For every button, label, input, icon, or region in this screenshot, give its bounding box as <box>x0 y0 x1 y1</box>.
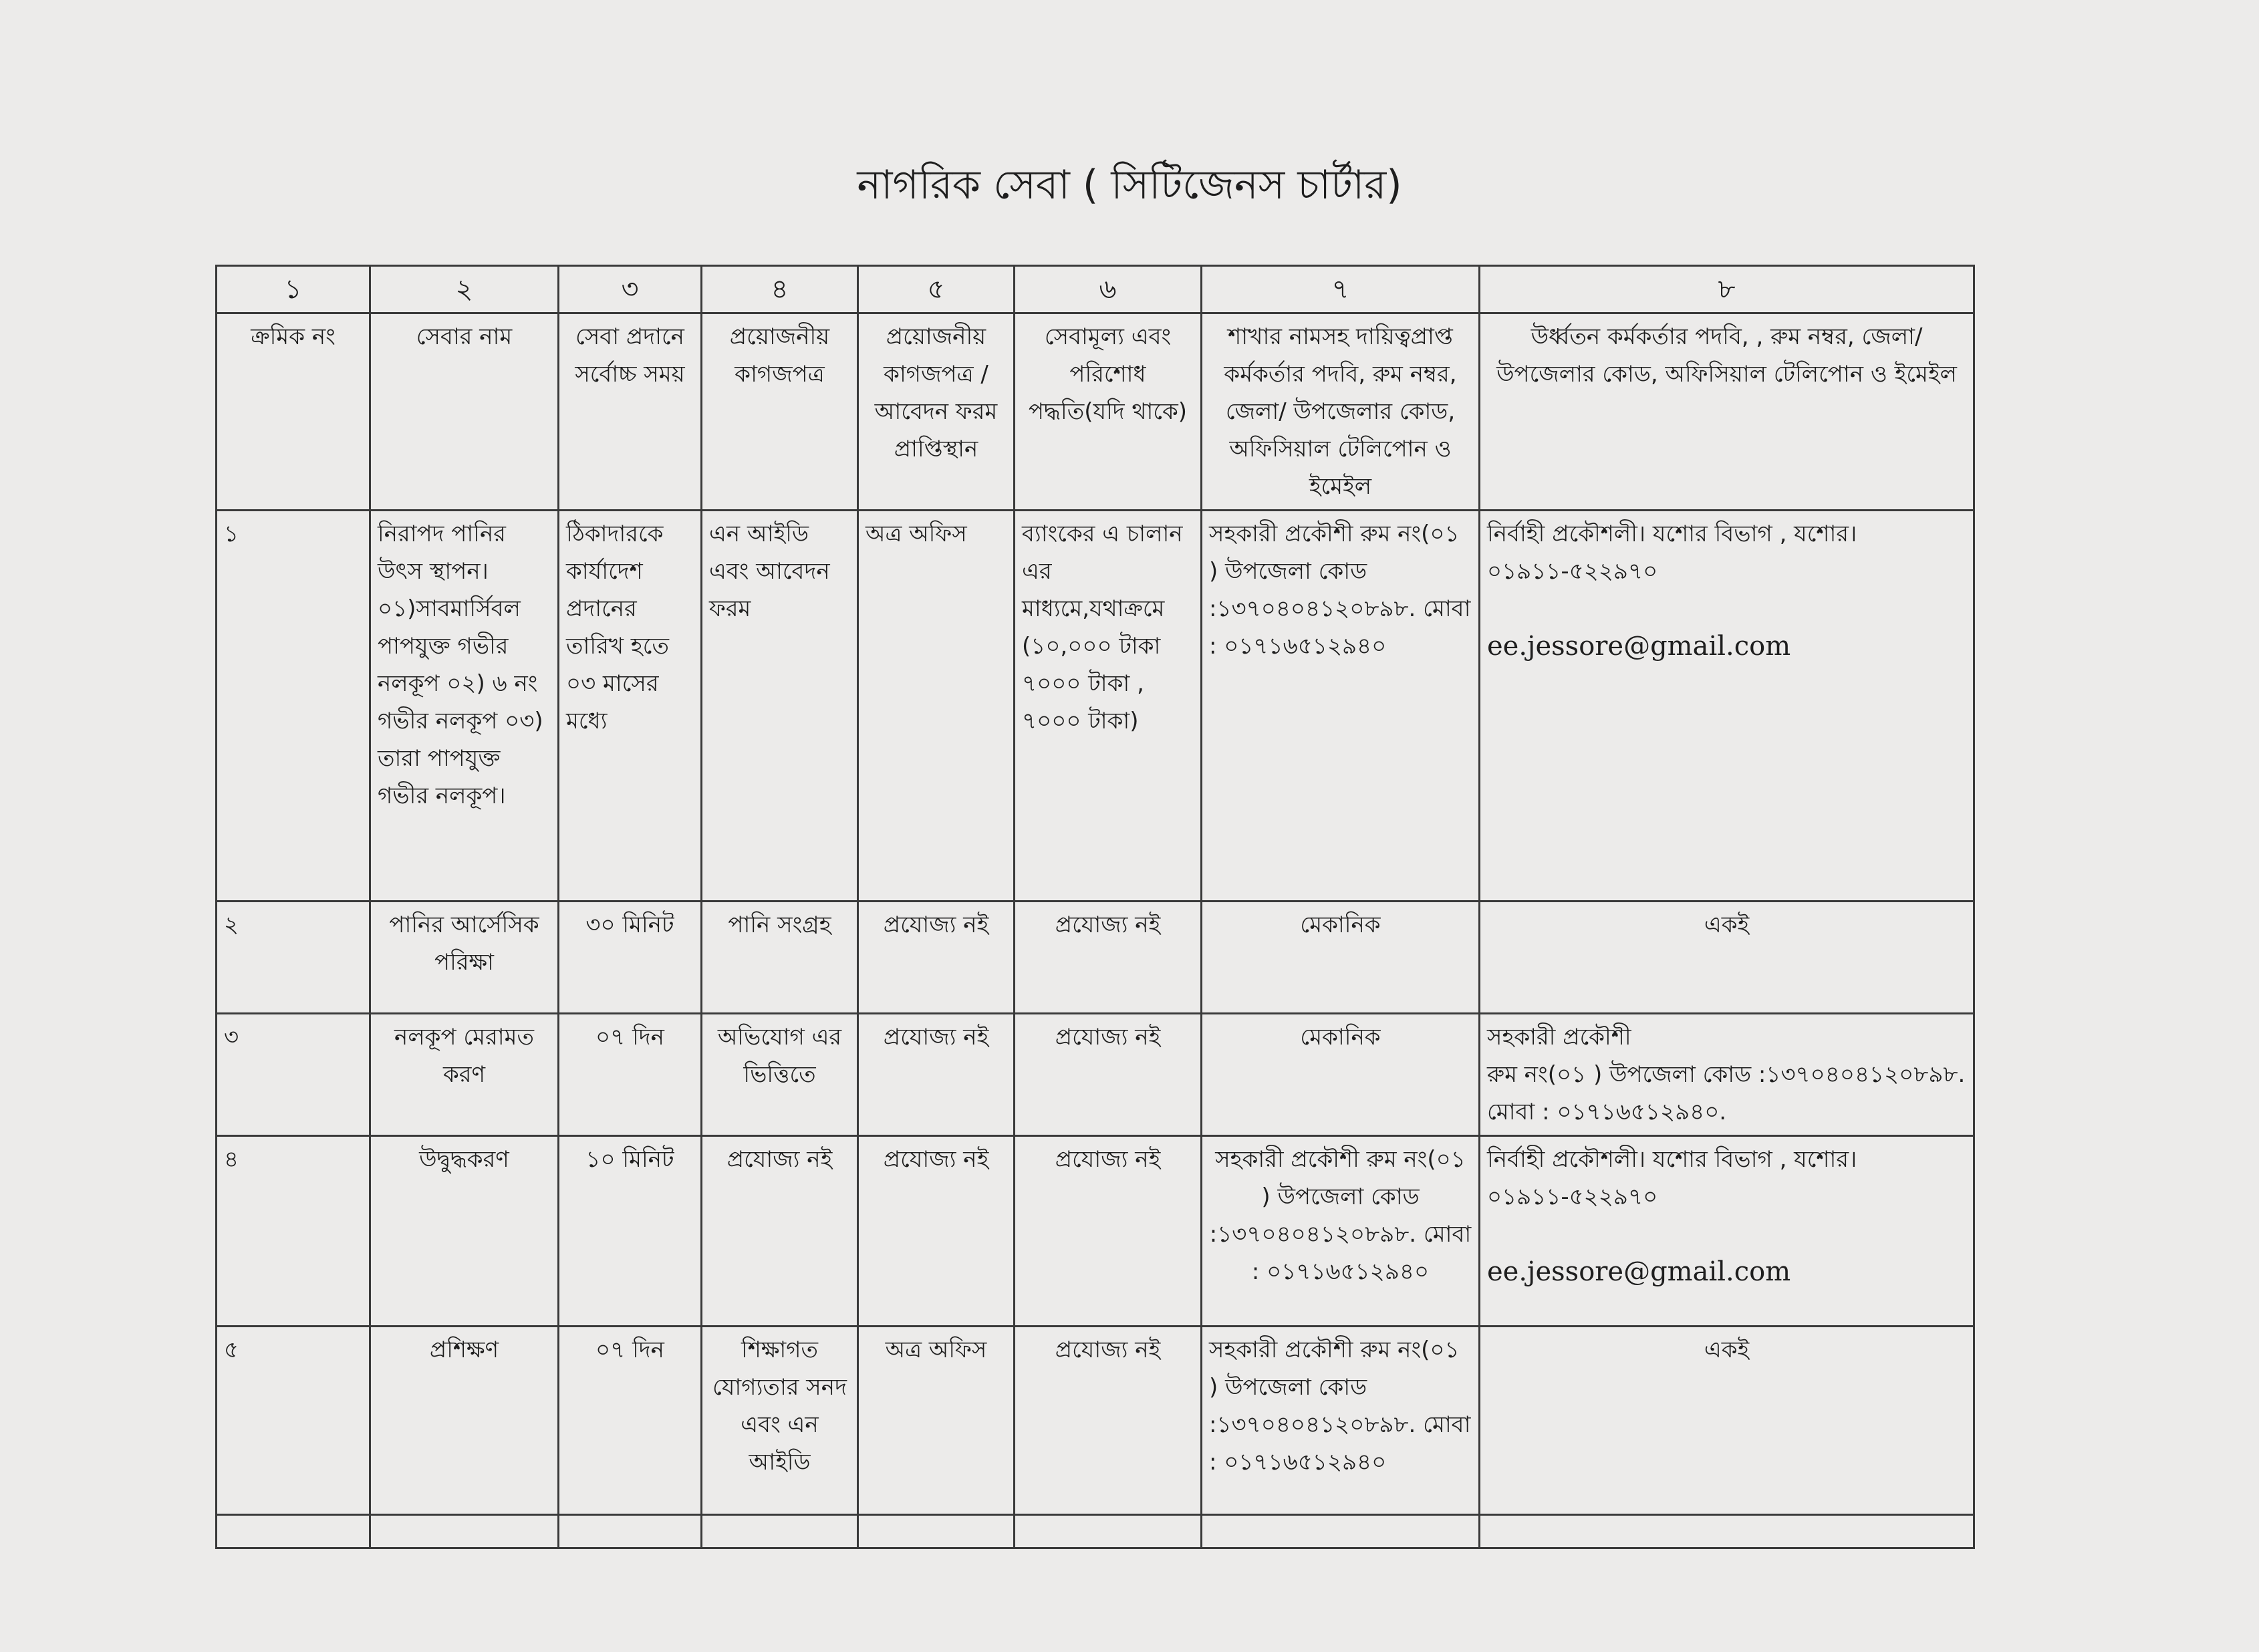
senior-email: ee.jessore@gmail.com <box>1487 631 1791 662</box>
row-serial: ১ <box>217 511 370 902</box>
header-doc-source: প্রয়োজনীয় কাগজপত্র /আবেদন ফরম প্রাপ্তিস্থান <box>858 313 1015 511</box>
column-number: ১ <box>217 266 370 313</box>
row-docs: পানি সংগ্রহ <box>702 902 858 1014</box>
column-number: ৭ <box>1202 266 1480 313</box>
empty-cell <box>559 1515 702 1548</box>
empty-cell <box>702 1515 858 1548</box>
table-row <box>217 1014 1974 1136</box>
column-number: ২ <box>370 266 559 313</box>
header-officer: শাখার নামসহ দায়িত্বপ্রাপ্ত কর্মকর্তার পদবি, রুম নম্বর, জেলা/ উপজেলার কোড, অফিসিয়াল টেলিপোন ও ইমেইল <box>1202 313 1480 511</box>
column-number: ৫ <box>858 266 1015 313</box>
table-row <box>217 511 1974 902</box>
row-senior-officer <box>1480 1014 1974 1136</box>
row-docs: শিক্ষাগত যোগ্যতার সনদ এবং এন আইডি <box>702 1327 858 1515</box>
row-time: ০৭ দিন <box>559 1327 702 1515</box>
senior-phone: ০১৯১১-৫২২৯৭০ <box>1487 558 1658 585</box>
row-source: অত্র অফিস <box>858 1327 1015 1515</box>
senior-phone: ০১৯১১-৫২২৯৭০ <box>1487 1184 1658 1210</box>
column-number: ৩ <box>559 266 702 313</box>
row-time: ১০ মিনিট <box>559 1136 702 1327</box>
row-senior-officer <box>1480 1136 1974 1327</box>
row-time: ঠিকাদারকে কার্যাদেশ প্রদানের তারিখ হতে ০৩ মাসের মধ্যে <box>559 511 702 902</box>
empty-cell <box>1202 1515 1480 1548</box>
row-fee: প্রযোজ্য নই <box>1015 1327 1202 1515</box>
row-docs: এন আইডি এবং আবেদন ফরম <box>702 511 858 902</box>
senior-email: ee.jessore@gmail.com <box>1487 1256 1791 1287</box>
column-number: ৮ <box>1480 266 1974 313</box>
row-time: ৩০ মিনিট <box>559 902 702 1014</box>
senior-details: রুম নং(০১ ) উপজেলা কোড :১৩৭০৪০৪১২০৮৯৮. মোবা : ০১৭১৬৫১২৯৪০. <box>1487 1061 1966 1125</box>
row-fee: ব্যাংকের এ চালান এর মাধ্যমে,যথাক্রমে (১০,০০০ টাকা ৭০০০ টাকা , ৭০০০ টাকা) <box>1015 511 1202 902</box>
column-number: ৬ <box>1015 266 1202 313</box>
row-source: প্রযোজ্য নই <box>858 902 1015 1014</box>
senior-title: নির্বাহী প্রকৌশলী। যশোর বিভাগ , যশোর। <box>1487 1146 1857 1173</box>
row-officer: সহকারী প্রকৌশী রুম নং(০১ ) উপজেলা কোড :১৩৭০৪০৪১২০৮৯৮. মোবা : ০১৭১৬৫১২৯৪০ <box>1202 511 1480 902</box>
row-docs: অভিযোগ এর ভিত্তিতে <box>702 1014 858 1136</box>
row-senior-officer: একই <box>1480 902 1974 1014</box>
row-fee: প্রযোজ্য নই <box>1015 1136 1202 1327</box>
empty-cell <box>1015 1515 1202 1548</box>
row-officer: মেকানিক <box>1202 1014 1480 1136</box>
empty-cell <box>217 1515 370 1548</box>
row-serial: ৫ <box>217 1327 370 1515</box>
row-source: প্রযোজ্য নই <box>858 1136 1015 1327</box>
header-serial: ক্রমিক নং <box>217 313 370 511</box>
row-serial: ৩ <box>217 1014 370 1136</box>
row-senior-officer <box>1480 511 1974 902</box>
row-service: উদ্বুদ্ধকরণ <box>370 1136 559 1327</box>
empty-cell <box>858 1515 1015 1548</box>
row-service: নিরাপদ পানির উৎস স্থাপন। ০১)সাবমার্সিবল পাপযুক্ত গভীর নলকূপ ০২) ৬ নং গভীর নলকূপ ০৩) তারা পাপযুক্ত গভীর নলকূপ। <box>370 511 559 902</box>
row-fee: প্রযোজ্য নই <box>1015 1014 1202 1136</box>
page-title: নাগরিক সেবা ( সিটিজেনস চার্টার) <box>857 162 1402 209</box>
row-source: অত্র অফিস <box>858 511 1015 902</box>
citizen-charter-table <box>215 265 1975 1549</box>
header-service-name: সেবার নাম <box>370 313 559 511</box>
row-officer: মেকানিক <box>1202 902 1480 1014</box>
table-row <box>217 1136 1974 1327</box>
empty-row <box>217 1515 1974 1548</box>
row-time: ০৭ দিন <box>559 1014 702 1136</box>
column-number-row <box>217 266 1974 313</box>
row-service: নলকূপ মেরামত করণ <box>370 1014 559 1136</box>
row-service: পানির আর্সেসিক পরিক্ষা <box>370 902 559 1014</box>
empty-cell <box>1480 1515 1974 1548</box>
senior-title: সহকারী প্রকৌশী <box>1487 1024 1631 1051</box>
header-senior-officer: উর্ধ্বতন কর্মকর্তার পদবি, , রুম নম্বর, জেলা/ উপজেলার কোড, অফিসিয়াল টেলিপোন ও ইমেইল <box>1480 313 1974 511</box>
header-fee-method: সেবামূল্য এবং পরিশোধ পদ্ধতি(যদি থাকে) <box>1015 313 1202 511</box>
row-officer: সহকারী প্রকৌশী রুম নং(০১ ) উপজেলা কোড :১৩৭০৪০৪১২০৮৯৮. মোবা : ০১৭১৬৫১২৯৪০ <box>1202 1136 1480 1327</box>
row-service: প্রশিক্ষণ <box>370 1327 559 1515</box>
row-serial: ৪ <box>217 1136 370 1327</box>
row-officer: সহকারী প্রকৌশী রুম নং(০১ ) উপজেলা কোড :১৩৭০৪০৪১২০৮৯৮. মোবা : ০১৭১৬৫১২৯৪০ <box>1202 1327 1480 1515</box>
table-row <box>217 902 1974 1014</box>
table-row <box>217 1327 1974 1515</box>
header-required-docs: প্রয়োজনীয় কাগজপত্র <box>702 313 858 511</box>
column-header-row <box>217 313 1974 511</box>
senior-title: নির্বাহী প্রকৌশলী। যশোর বিভাগ , যশোর। <box>1487 521 1857 547</box>
row-serial: ২ <box>217 902 370 1014</box>
column-number: ৪ <box>702 266 858 313</box>
row-source: প্রযোজ্য নই <box>858 1014 1015 1136</box>
row-fee: প্রযোজ্য নই <box>1015 902 1202 1014</box>
row-docs: প্রযোজ্য নই <box>702 1136 858 1327</box>
header-max-time: সেবা প্রদানে সর্বোচ্চ সময় <box>559 313 702 511</box>
row-senior-officer: একই <box>1480 1327 1974 1515</box>
empty-cell <box>370 1515 559 1548</box>
